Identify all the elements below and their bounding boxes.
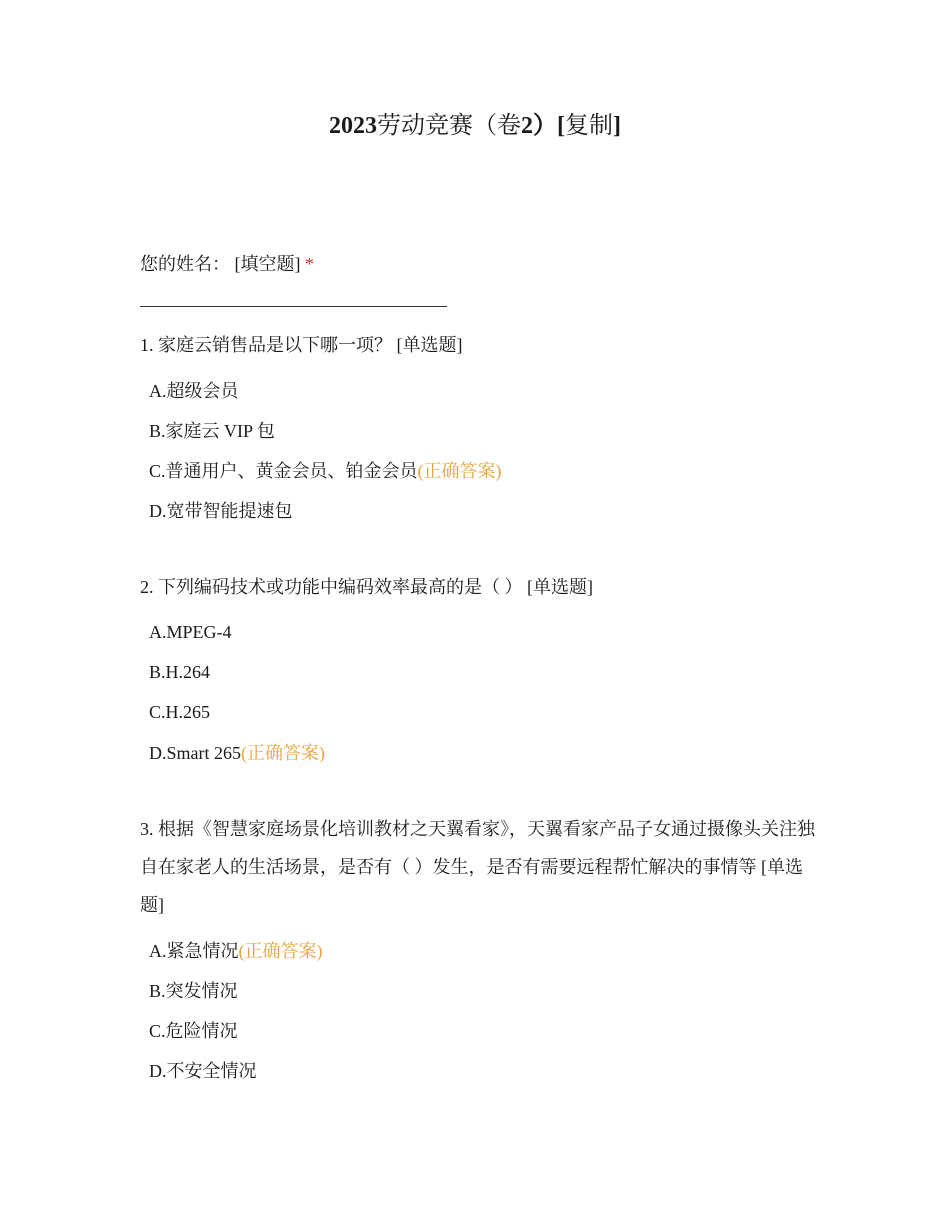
name-question	[140, 251, 314, 277]
q1-option-a	[149, 378, 239, 404]
question-2: 2. 下列编码技术或功能中编码效率最高的是（ ） [单选题]	[140, 577, 593, 597]
question-1: 1. 家庭云销售品是以下哪一项？ [单选题]	[140, 335, 463, 355]
title-paper-number: 2	[521, 113, 533, 139]
name-question-label: 您的姓名：	[140, 254, 230, 274]
title-copy-tag: 复制	[565, 113, 613, 139]
q3-option-c	[149, 1018, 238, 1044]
document-title	[0, 110, 950, 142]
q1-option-b	[149, 418, 275, 444]
q2-option-d	[149, 740, 325, 766]
option-text: B.突发情况	[149, 981, 238, 1001]
q3-option-a	[149, 938, 323, 964]
option-text: B.H.264	[149, 662, 211, 682]
option-text: D.Smart 265	[149, 743, 241, 763]
q2-option-c	[149, 699, 210, 725]
correct-answer-tag: (正确答案)	[238, 941, 323, 961]
option-text: D.宽带智能提速包	[149, 501, 293, 521]
q3-option-b	[149, 978, 238, 1004]
q1-option-d	[149, 498, 293, 524]
name-question-type: [填空题]	[234, 254, 301, 274]
required-mark: *	[305, 254, 314, 274]
q3-option-d	[149, 1058, 257, 1084]
option-text: C.危险情况	[149, 1021, 238, 1041]
option-text: B.家庭云 VIP 包	[149, 421, 275, 441]
option-text: C.普通用户、黄金会员、铂金会员	[149, 461, 418, 481]
name-answer-line	[140, 306, 447, 307]
title-end-bracket: ]	[613, 113, 621, 139]
option-text: D.不安全情况	[149, 1061, 257, 1081]
question-3: 3. 根据《智慧家庭场景化培训教材之天翼看家》，天翼看家产品子女通过摄像头关注独自在家老人的生活场景，是否有（ ）发生，是否有需要远程帮忙解决的事情等 [单选题]	[140, 819, 815, 915]
q2-option-a	[149, 619, 232, 645]
title-close-bracket: ）[	[533, 113, 565, 139]
option-text: A.超级会员	[149, 381, 239, 401]
option-text: A.MPEG-4	[149, 622, 232, 642]
correct-answer-tag: (正确答案)	[417, 461, 502, 481]
q1-option-c	[149, 458, 502, 484]
title-text: 劳动竞赛（卷	[377, 113, 521, 139]
q2-option-b	[149, 659, 210, 685]
option-text: C.H.265	[149, 702, 211, 722]
correct-answer-tag: (正确答案)	[241, 743, 325, 763]
option-text: A.紧急情况	[149, 941, 239, 961]
title-year: 2023	[329, 113, 377, 139]
